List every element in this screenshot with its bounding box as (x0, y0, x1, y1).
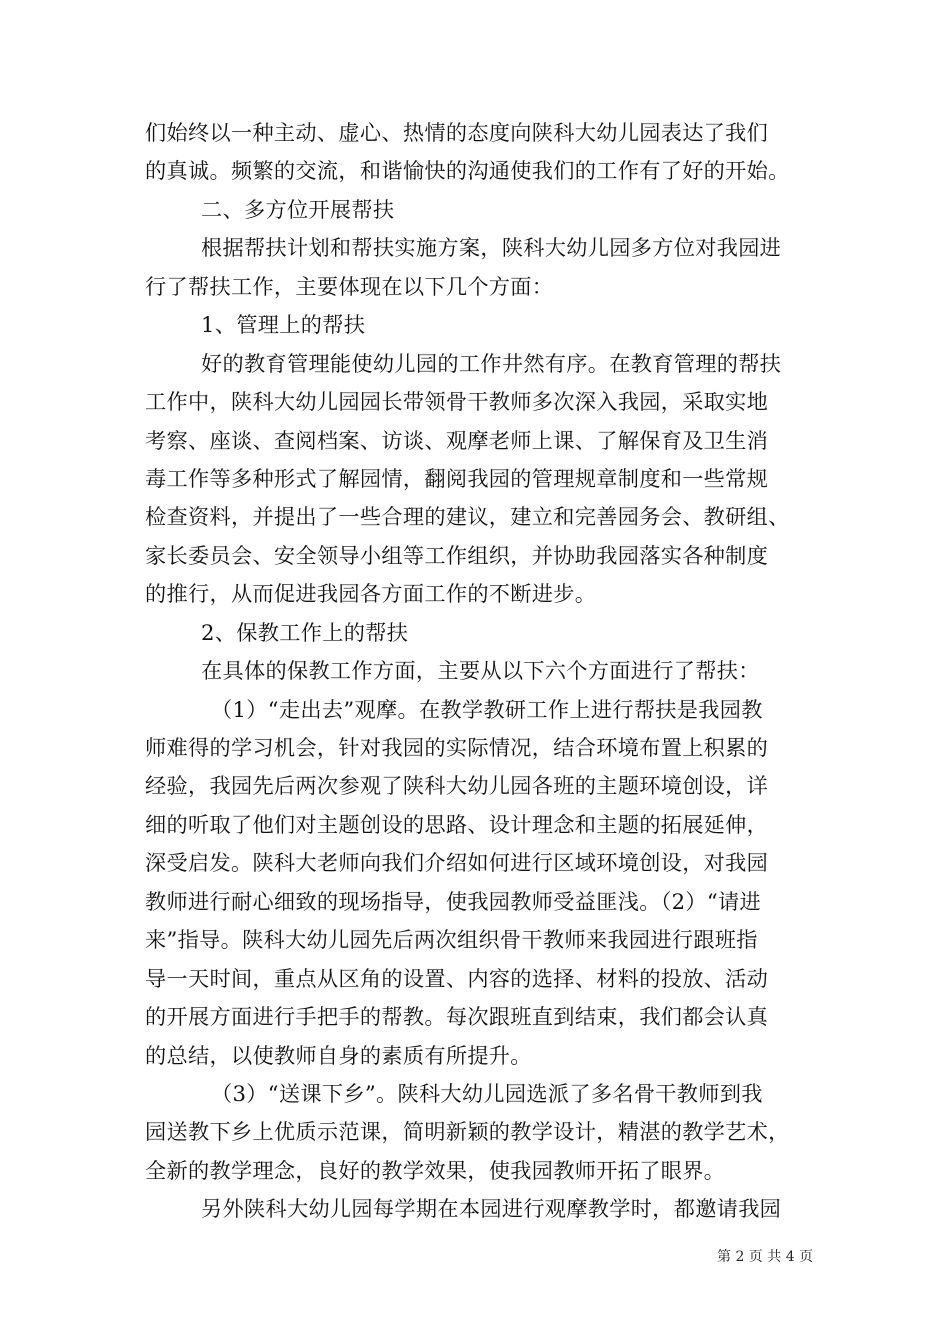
text-line: 考察、座谈、查阅档案、访谈、观摩老师上课、了解保育及卫生消 (145, 427, 769, 453)
document-body (145, 114, 825, 1229)
subsection-heading: 1、管理上的帮扶 (201, 312, 366, 338)
text-line: 深受启发。陕科大老师向我们介绍如何进行区域环境创设，对我园 (145, 850, 769, 876)
text-line: 园送教下乡上优质示范课，简明新颖的教学设计，精湛的教学艺术， (145, 1119, 790, 1145)
text-line: 根据帮扶计划和帮扶实施方案，陕科大幼儿园多方位对我园进 (201, 235, 782, 261)
text-line: 在具体的保教工作方面，主要从以下六个方面进行了帮扶： (201, 658, 760, 684)
text-line: 的开展方面进行手把手的帮教。每次跟班直到结束，我们都会认真 (145, 1004, 769, 1030)
text-line: 另外陕科大幼儿园每学期在本园进行观摩教学时，都邀请我园 (201, 1196, 782, 1222)
text-line: 的总结，以使教师自身的素质有所提升。 (145, 1042, 532, 1068)
text-line: 导一天时间，重点从区角的设置、内容的选择、材料的投放、活动 (145, 965, 769, 991)
text-line: 的推行，从而促进我园各方面工作的不断进步。 (145, 581, 597, 607)
text-line: 教师进行耐心细致的现场指导，使我园教师受益匪浅。（2）“请进 (145, 888, 761, 914)
text-line: 检查资料，并提出了一些合理的建议，建立和完善园务会、教研组、 (145, 504, 790, 530)
page-number: 第 2 页 共 4 页 (717, 1249, 814, 1265)
text-line: 经验，我园先后两次参观了陕科大幼儿园各班的主题环境创设，详 (145, 773, 769, 799)
text-line: 家长委员会、安全领导小组等工作组织，并协助我园落实各种制度 (145, 542, 769, 568)
text-line: 毒工作等多种形式了解园情，翻阅我园的管理规章制度和一些常规 (145, 465, 769, 491)
text-line: 工作中，陕科大幼儿园园长带领骨干教师多次深入我园，采取实地 (145, 389, 769, 415)
text-line: 师难得的学习机会，针对我园的实际情况，结合环境布置上积累的 (145, 735, 769, 760)
text-line: 行了帮扶工作，主要体现在以下几个方面： (145, 273, 554, 299)
text-line: 细的听取了他们对主题创设的思路、设计理念和主题的拓展延伸， (145, 811, 769, 837)
text-line: 们始终以一种主动、虚心、热情的态度向陕科大幼儿园表达了我们 (145, 120, 769, 145)
text-line: 的真诚。频繁的交流，和谐愉快的沟通使我们的工作有了好的开始。 (145, 158, 790, 184)
text-line: （1）“走出去”观摩。在教学教研工作上进行帮扶是我园教 (211, 696, 763, 722)
text-line: 好的教育管理能使幼儿园的工作井然有序。在教育管理的帮扶 (201, 350, 782, 376)
subsection-heading: 2、保教工作上的帮扶 (201, 619, 409, 645)
text-line: （3）“送课下乡”。陕科大幼儿园选派了多名骨干教师到我 (211, 1080, 763, 1106)
text-line: 全新的教学理念，良好的教学效果，使我园教师开拓了眼界。 (145, 1157, 726, 1183)
section-heading: 二、多方位开展帮扶 (201, 196, 395, 222)
text-line: 来”指导。陕科大幼儿园先后两次组织骨干教师来我园进行跟班指 (145, 927, 758, 953)
